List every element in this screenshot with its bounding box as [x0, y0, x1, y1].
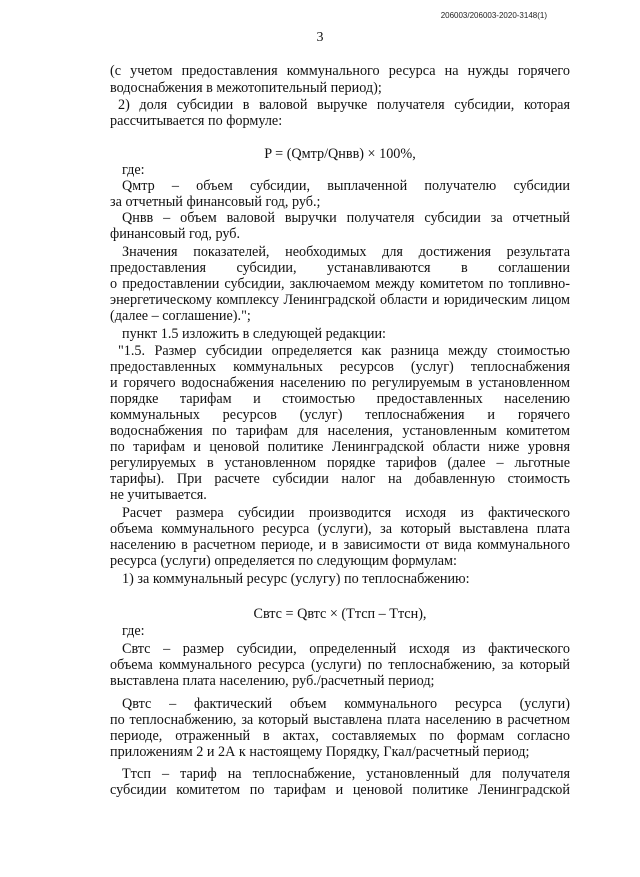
- text-line: предоставления субсидии, устанавливаются в соглашении: [110, 260, 570, 276]
- text-line: не учитывается.: [110, 487, 207, 503]
- text-line: Расчет размера субсидии производится исходя из фактического: [122, 505, 570, 521]
- page-number: 3: [316, 30, 324, 45]
- text-line: (с учетом предоставления коммунального ресурса на нужды горячего: [110, 63, 570, 79]
- text-line: 1) за коммунальный ресурс (услугу) по теплоснабжению:: [122, 571, 470, 587]
- text-line: о предоставлении субсидии, заключаемом между комитетом по топливно-: [110, 276, 570, 292]
- formula: P = (Qмтр/Qнвв) × 100%,: [264, 146, 416, 162]
- text-line: водоснабжения в межотопительный период);: [110, 80, 382, 96]
- text-line: субсидии комитетом по тарифам и ценовой политике Ленинградской: [110, 782, 570, 798]
- text-line: (далее – соглашение).";: [110, 308, 251, 324]
- text-line: 2) доля субсидии в валовой выручке получателя субсидии, которая: [118, 97, 570, 113]
- text-line: по тарифам и ценовой политике Ленинградской области ниже уровня: [110, 439, 570, 455]
- text-line: водоснабжения по тарифам для населения, установленным комитетом: [110, 423, 570, 439]
- text-line: Cвтс – размер субсидии, определенный исходя из фактического: [122, 641, 570, 657]
- text-line: и горячего водоснабжения населению по регулируемым в установленном: [110, 375, 570, 391]
- text-line: Tтсп – тариф на теплоснабжение, установленный для получателя: [122, 766, 570, 782]
- text-line: периоде, отраженный в актах, составляемых по формам согласно: [110, 728, 570, 744]
- formula: Cвтс = Qвтс × (Tтсп – Tтсн),: [253, 606, 427, 622]
- text-line: по теплоснабжению, за который выставлена плата населению в расчетном: [110, 712, 570, 728]
- text-line: населению в расчетном периоде, и в зависимости от вида коммунального: [110, 537, 570, 553]
- text-line: "1.5. Размер субсидии определяется как разница между стоимостью: [118, 343, 570, 359]
- text-line: Значения показателей, необходимых для достижения результата: [122, 244, 570, 260]
- document-id: 206003/206003-2020-3148(1): [440, 11, 547, 20]
- text-line: Qнвв – объем валовой выручки получателя субсидии за отчетный: [122, 210, 570, 226]
- text-line: пункт 1.5 изложить в следующей редакции:: [122, 326, 386, 342]
- text-line: ресурса (услуги) определяется по следующим формулам:: [110, 553, 457, 569]
- text-line: Qвтс – фактический объем коммунального ресурса (услуги): [122, 696, 570, 712]
- text-line: порядке тарифам и стоимостью предоставленных населению: [110, 391, 570, 407]
- text-line: объема коммунального ресурса (услуги), за который выставлена плата: [110, 521, 570, 537]
- text-line: выставлена плата населению, руб./расчетный период;: [110, 673, 435, 689]
- text-line: приложениям 2 и 2А к настоящему Порядку, Гкал/расчетный период;: [110, 744, 530, 760]
- text-line: регулируемых в установленном порядке тарифов (далее – льготные: [110, 455, 570, 471]
- text-line: предоставленных коммунальных ресурсов (услуг) теплоснабжения: [110, 359, 570, 375]
- text-line: за отчетный финансовый год, руб.;: [110, 194, 321, 210]
- text-line: энергетическому комплексу Ленинградской области и юридическим лицом: [110, 292, 570, 308]
- text-line: Qмтр – объем субсидии, выплаченной получателю субсидии: [122, 178, 570, 194]
- text-line: где:: [122, 162, 145, 178]
- text-line: финансовый год, руб.: [110, 226, 241, 242]
- text-line: объема коммунального ресурса (услуги) по теплоснабжению, за который: [110, 657, 570, 673]
- text-line: где:: [122, 623, 145, 639]
- text-line: рассчитывается по формуле:: [110, 113, 283, 129]
- text-line: коммунальных ресурсов (услуг) теплоснабжения и горячего: [110, 407, 570, 423]
- text-line: тарифы). При расчете субсидии налог на добавленную стоимость: [110, 471, 570, 487]
